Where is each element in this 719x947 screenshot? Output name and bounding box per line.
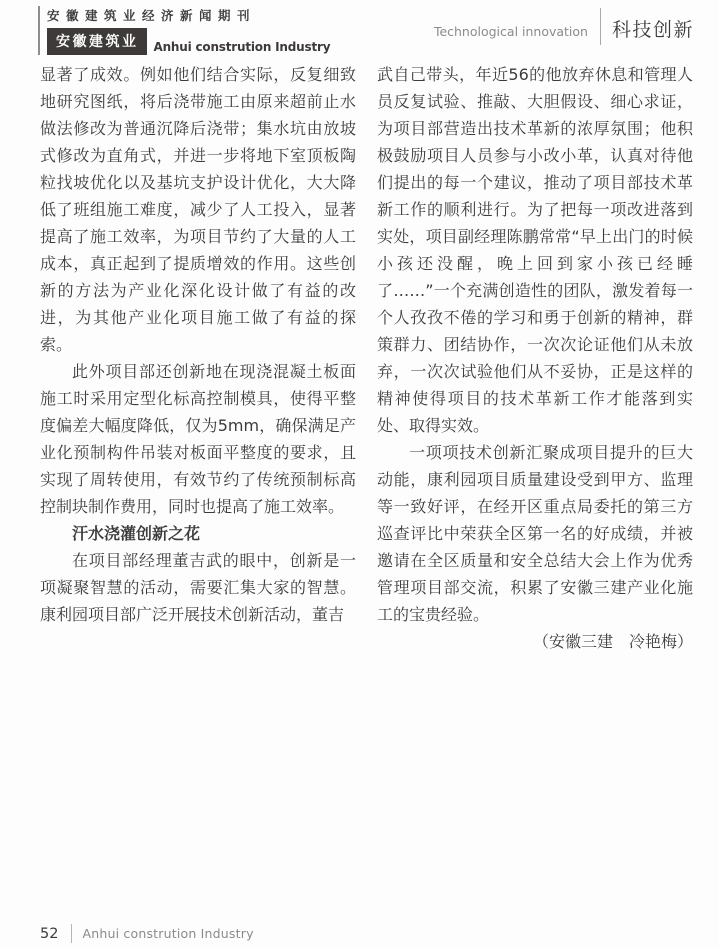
paragraph: 一项项技术创新汇聚成项目提升的巨大动能，康利园项目质量建设受到甲方、监理等一致好评，在经开区重点局委托的第三方巡查评比中荣获全区第一名的好成绩，并被邀请在全区质量和安全总结大会上作为优秀管理项目部交流，积累了安徽三建产业化施工的宝贵经验。 — [377, 443, 693, 624]
subsection-heading: 汗水浇灌创新之花 — [72, 524, 201, 543]
section-header — [434, 8, 694, 45]
journal-logo: 安徽建筑业 — [47, 28, 147, 55]
page-number: 52 — [40, 925, 59, 942]
journal-logo-row — [47, 28, 330, 55]
section-title-chinese: 科技创新 — [611, 19, 694, 41]
journal-title-line: 安徽建筑业经济新闻期刊 — [47, 8, 257, 23]
page-footer — [40, 924, 254, 943]
paragraph-continuation: 武自己带头，年近56的他放弃休息和管理人员反复试验、推敲、大胆假设、细心求证，为项目部营造出技术革新的浓厚氛围；他积极鼓励项目人员参与小改小革，认真对待他们提出的每一个建议，推动了项目部技术革新工作的顺利进行。为了把每一项改进落到实处，项目副经理陈鹏常常“早上出门的时候小孩还没醒，晚上回到家小孩已经睡了……”一个充满创造性的团队，激发着每一个人孜孜不倦的学习和勇于创新的精神，群策群力、团结协作，一次次论证他们从未放弃，一次次试验他们从不妥协，正是这样的精神使得项目的技术革新工作才能落到实处、取得实效。 — [377, 65, 693, 435]
journal-logo-subtitle: Anhui constrution Industry — [153, 40, 331, 54]
paragraph: 在项目部经理董吉武的眼中，创新是一项凝聚智慧的活动，需要汇集大家的智慧。康利园项目部广泛开展技术创新活动，董吉 — [40, 551, 356, 624]
right-column — [377, 61, 693, 655]
journal-masthead — [38, 6, 330, 55]
section-title-english: Technological innovation — [433, 24, 588, 39]
left-column — [40, 61, 356, 655]
footer-divider-line — [71, 924, 72, 943]
article-body — [40, 61, 693, 655]
footer-journal-name: Anhui constrution Industry — [82, 926, 254, 941]
paragraph: 此外项目部还创新地在现浇混凝土板面施工时采用定型化标高控制模具，使得平整度偏差大幅度降低，仅为5mm，确保满足产业化预制构件吊装对板面平整度的要求，且实现了周转使用，有效节约了传统预制标高控制块制作费用，同时也提高了施工效率。 — [40, 362, 356, 516]
author-byline: （安徽三建 冷艳梅） — [532, 632, 693, 651]
header-divider-line — [600, 8, 601, 45]
paragraph-continuation: 显著了成效。例如他们结合实际，反复细致地研究图纸，将后浇带施工由原来超前止水做法修改为普通沉降后浇带；集水坑由放坡式修改为直角式，并进一步将地下室顶板陶粒找坡优化以及基坑支护设计优化，大大降低了班组施工难度，减少了人工投入，显著提高了施工效率，为项目节约了大量的人工成本，真正起到了提质增效的作用。这些创新的方法为产业化深化设计做了有益的改进，为其他产业化项目施工做了有益的探索。 — [40, 65, 356, 354]
